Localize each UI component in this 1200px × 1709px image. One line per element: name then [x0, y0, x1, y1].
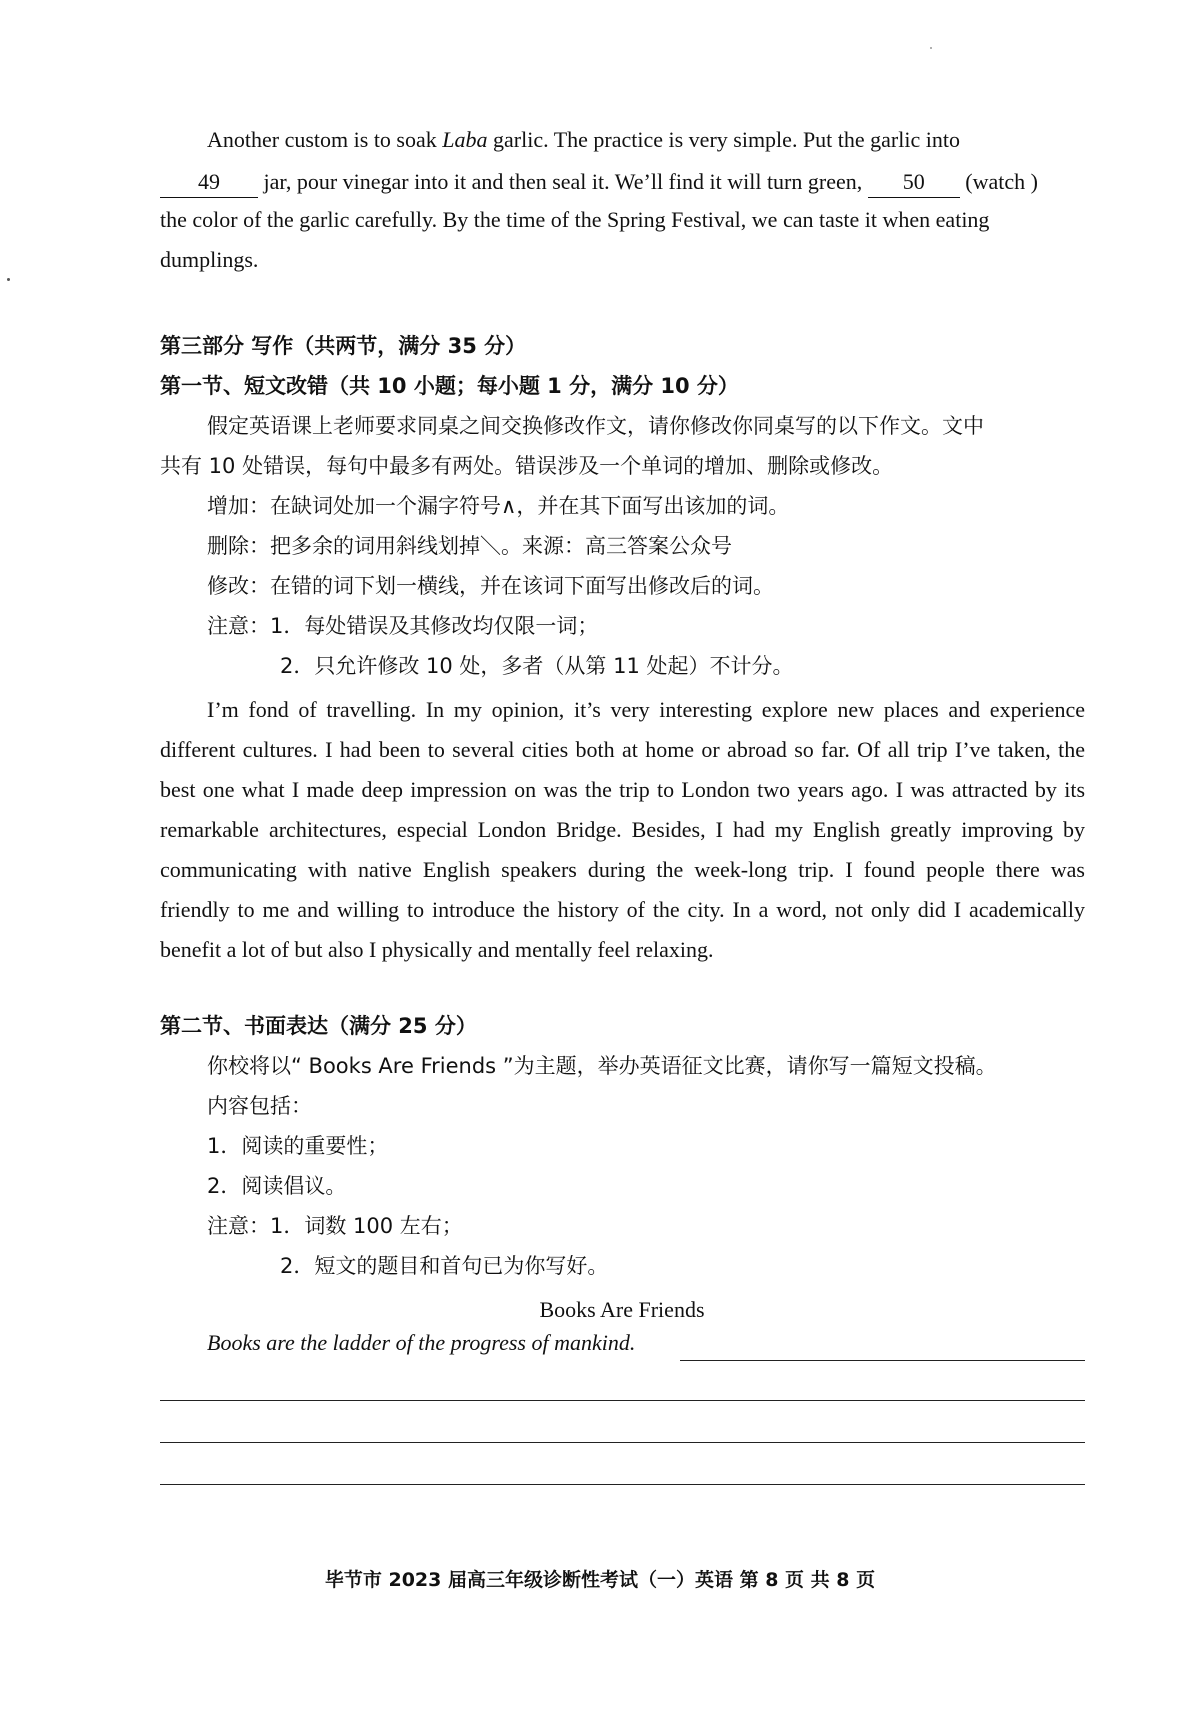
blank-50[interactable]: 50 [868, 167, 960, 198]
writing-line[interactable] [680, 1360, 1085, 1361]
page-footer: 毕节市 2023 届高三年级诊断性考试（一）英语 第 8 页 共 8 页 [324, 1569, 876, 1591]
instruction-add: 增加：在缺词处加一个漏字符号∧，并在其下面写出该加的词。 [207, 494, 790, 518]
essay-line: word, not only did I academically benefit a lot of but also I physically and mentally feel [160, 897, 1085, 962]
laba-word: Laba [442, 127, 488, 152]
content-item-2: 2．阅读倡议。 [207, 1174, 347, 1198]
essay-line: English greatly improving by communicating with native English speakers during the week-long [160, 817, 1085, 882]
content-item-1: 1．阅读的重要性； [207, 1134, 389, 1158]
essay-line: ago. I was attracted by its remarkable architectures, especial London Bridge. Besides, I had my [160, 777, 1086, 842]
instruction-modify: 修改：在错的词下划一横线，并在该词下面写出修改后的词。 [207, 574, 774, 598]
essay-line: trip I’ve taken, the best one what I made deep impression on was the trip to London two years [160, 737, 1085, 802]
section1-heading: 第一节、短文改错（共 10 小题；每小题 1 分，满分 10 分） [160, 374, 739, 398]
essay-first-sentence: Books are the ladder of the progress of mankind. [207, 1330, 636, 1355]
section1-note-2: 2．只允许修改 10 处，多者（从第 11 处起）不计分。 [280, 654, 794, 678]
passage-line-2: 49 jar, pour vinegar into it and then seal it. We’ll find it will turn green, 50 (watch ) [160, 167, 1200, 207]
scan-speck [930, 47, 932, 49]
content-label: 内容包括： [207, 1094, 312, 1118]
writing-line[interactable] [160, 1400, 1085, 1401]
essay-title: Books Are Friends [539, 1297, 705, 1322]
section1-intro-1: 假定英语课上老师要求同桌之间交换修改作文，请你修改你同桌写的以下作文。文中 [207, 414, 984, 438]
part3-heading: 第三部分 写作（共两节，满分 35 分） [160, 334, 527, 358]
section2-heading: 第二节、书面表达（满分 25 分） [160, 1014, 477, 1038]
scan-speck [7, 278, 10, 281]
passage-line-1: Another custom is to soak Laba garlic. The practice is very simple. Put the garlic into [207, 127, 960, 152]
passage-line-3: the color of the garlic carefully. By the time of the Spring Festival, we can taste it when eating [160, 207, 990, 232]
passage-line-4: dumplings. [160, 247, 259, 272]
blank-49[interactable]: 49 [160, 167, 258, 198]
correction-essay [160, 690, 1085, 970]
section2-task: 你校将以“ Books Are Friends ”为主题，举办英语征文比赛，请你写一篇短文投稿。 [207, 1054, 997, 1078]
section2-note-1: 注意：1．词数 100 左右； [207, 1214, 463, 1238]
essay-line: I’m fond of travelling. In my opinion, it’s very interesting explore new places and [207, 697, 990, 722]
section2-note-2: 2．短文的题目和首句已为你写好。 [280, 1254, 609, 1278]
instruction-delete: 删除：把多余的词用斜线划掉＼。来源：高三答案公众号 [207, 534, 732, 558]
writing-line[interactable] [160, 1442, 1085, 1443]
essay-line: experience different cultures. I had been to several cities both at home or abroad so far. Of all [160, 697, 1085, 762]
essay-line: relaxing. [635, 937, 714, 962]
section1-note-1: 注意：1．每处错误及其修改均仅限一词； [207, 614, 599, 638]
writing-line[interactable] [160, 1484, 1085, 1485]
section1-intro-2: 共有 10 处错误，每句中最多有两处。错误涉及一个单词的增加、删除或修改。 [160, 454, 894, 478]
essay-line: trip. I found people there was friendly to me and willing to introduce the history of the city. In a [160, 857, 1085, 922]
